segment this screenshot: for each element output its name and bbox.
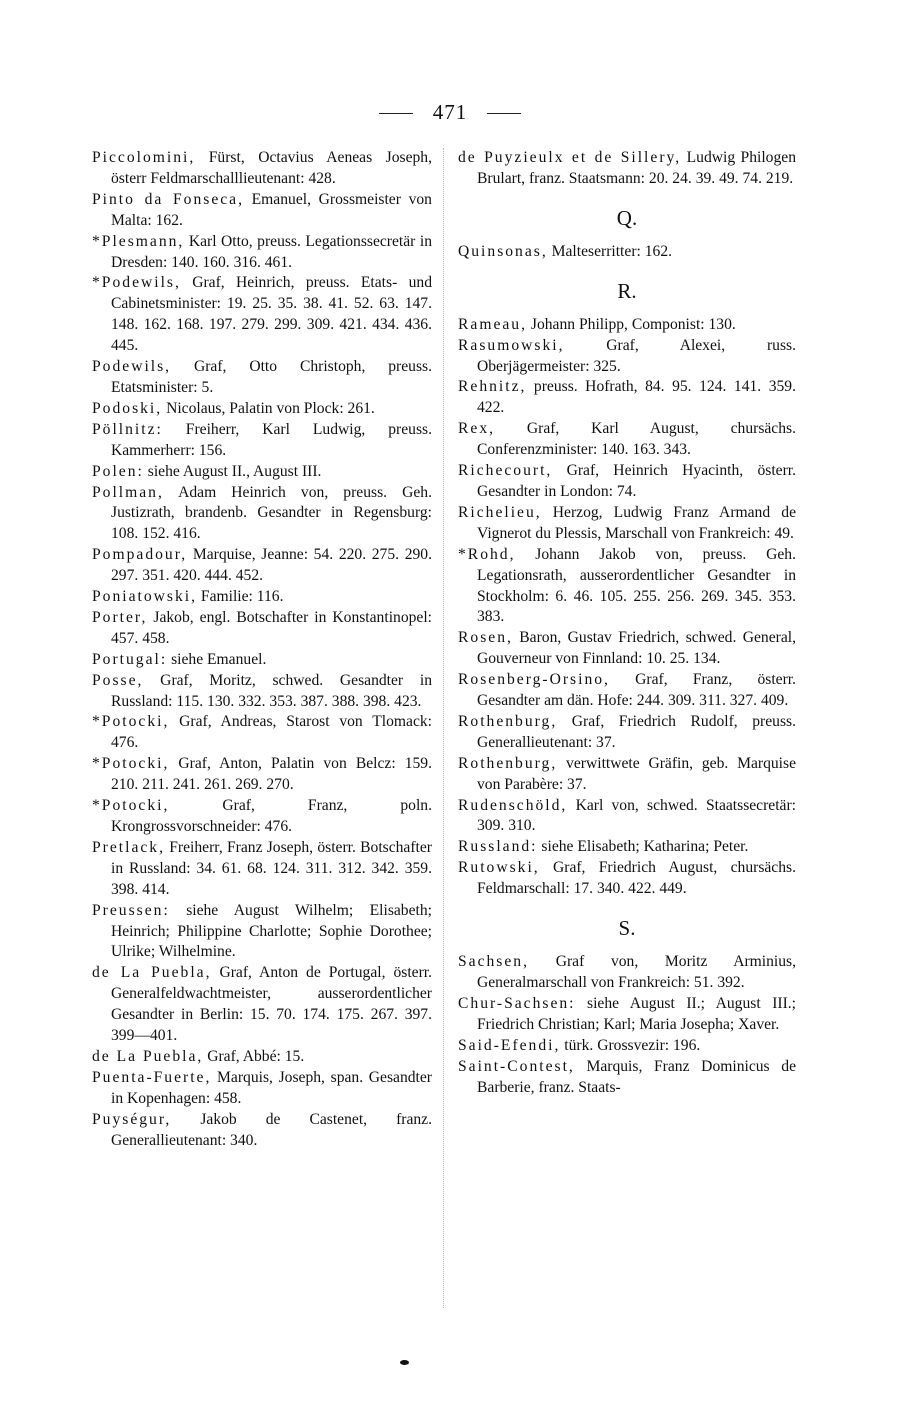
- entry-name: Puenta-Fuerte,: [92, 1068, 212, 1086]
- entry-details: Graf, Abbé: 15.: [203, 1047, 305, 1065]
- index-entry: [458, 1057, 796, 1099]
- entry-name: Rutowski,: [458, 859, 540, 877]
- entry-name: *Rohd,: [458, 545, 516, 563]
- index-entry: [92, 1047, 432, 1068]
- entry-name: de La Puebla,: [92, 1047, 204, 1065]
- entry-name: Pinto da Fonseca,: [92, 190, 244, 208]
- index-entry: [458, 858, 796, 900]
- entry-details: Adam Heinrich von, preuss. Geh. Justizrath, brandenb. Gesandter in Regensburg: 108. 152. 416.: [111, 483, 432, 543]
- index-entry: [458, 503, 796, 545]
- index-entry: [92, 357, 432, 399]
- entry-details: Graf, Franz, österr. Gesandter am dän. Hofe: 244. 309. 311. 327. 409.: [477, 671, 796, 710]
- entry-name: Podewils,: [92, 358, 172, 376]
- entry-details: Karl Otto, preuss. Legationssecretär in Dresden: 140. 160. 316. 461.: [111, 232, 432, 271]
- entry-details: Marquis, Franz Dominicus de Barberie, franz. Staats-: [477, 1057, 796, 1096]
- entry-details: siehe Elisabeth; Katharina; Peter.: [537, 838, 749, 856]
- index-entry: [458, 628, 796, 670]
- entry-details: Graf, Karl August, chursächs. Conferenzminister: 140. 163. 343.: [477, 420, 796, 459]
- entry-details: siehe August II., August III.: [143, 462, 322, 480]
- index-entry: [92, 420, 432, 462]
- entry-name: de Puyzieulx et de Sillery,: [458, 149, 682, 166]
- column-divider: [443, 148, 444, 1308]
- entry-details: Freiherr, Franz Joseph, österr. Botschafter in Russland: 34. 61. 68. 124. 311. 312. 342. 359. 398. 414.: [111, 838, 432, 898]
- entry-name: Podoski,: [92, 399, 163, 417]
- index-entry: [458, 377, 796, 419]
- index-column-right: [458, 148, 796, 1098]
- index-entry: [458, 1036, 796, 1057]
- entry-name: Russland:: [458, 838, 538, 856]
- index-entry: [92, 838, 432, 901]
- entry-details: Familie: 116.: [197, 588, 284, 606]
- entry-name: Rothenburg,: [458, 712, 558, 730]
- entry-details: preuss. Hofrath, 84. 95. 124. 141. 359. 422.: [477, 378, 796, 417]
- entry-details: Jakob, engl. Botschafter in Konstantinopel: 457. 458.: [111, 608, 432, 647]
- entry-name: Quinsonas,: [458, 242, 548, 260]
- entry-details: siehe August II.; August III.; Friedrich Christian; Karl; Maria Josepha; Xaver.: [477, 994, 796, 1033]
- entry-details: türk. Grossvezir: 196.: [560, 1036, 701, 1054]
- entry-name: Piccolomini,: [92, 149, 196, 166]
- page-number: 471: [432, 100, 468, 124]
- index-entry: [458, 952, 796, 994]
- entry-name: Rehnitz,: [458, 378, 527, 396]
- entry-details: Graf, Friedrich August, chursächs. Feldmarschall: 17. 340. 422. 449.: [477, 859, 796, 898]
- index-entry: [92, 671, 432, 713]
- entry-name: Rameau,: [458, 315, 527, 333]
- entry-name: Preussen:: [92, 901, 170, 919]
- entry-details: Emanuel, Grossmeister von Malta: 162.: [111, 190, 432, 229]
- entry-details: Fürst, Octavius Aeneas Joseph, österr Feldmarschalllieutenant: 428.: [111, 149, 432, 187]
- entry-name: Rasumowski,: [458, 336, 565, 354]
- entry-name: Puységur,: [92, 1110, 172, 1128]
- entry-details: Graf, Anton, Palatin von Belcz: 159. 210. 211. 241. 261. 269. 270.: [111, 755, 432, 794]
- index-entry: [92, 796, 432, 838]
- index-entry: [92, 232, 432, 274]
- index-entry: [92, 963, 432, 1047]
- entry-name: Polen:: [92, 462, 144, 480]
- entry-name: Richelieu,: [458, 503, 542, 521]
- index-entry: [458, 670, 796, 712]
- entry-name: *Potocki,: [92, 713, 170, 731]
- index-entry: [92, 483, 432, 546]
- index-entry: [92, 587, 432, 608]
- index-entry: [92, 650, 432, 671]
- index-entry: [92, 901, 432, 964]
- entry-name: Poniatowski,: [92, 588, 198, 606]
- entry-name: *Potocki,: [92, 797, 170, 815]
- entry-details: siehe Emanuel.: [167, 650, 267, 668]
- index-entry: [458, 461, 796, 503]
- entry-details: Baron, Gustav Friedrich, schwed. General, Gouverneur von Finnland: 10. 25. 134.: [477, 629, 796, 668]
- index-entry: [92, 754, 432, 796]
- index-entry: [458, 336, 796, 378]
- index-entry: [458, 796, 796, 838]
- entry-details: Johann Jakob von, preuss. Geh. Legationsrath, ausserordentlicher Gesandter in Stockholm: 6. 46. 105. 255. 256. 269. 345. 353. 383.: [477, 545, 796, 626]
- ink-mark: [400, 1360, 409, 1365]
- entry-name: Said-Efendi,: [458, 1036, 561, 1054]
- index-entry: [92, 545, 432, 587]
- entry-name: Rosen,: [458, 629, 513, 647]
- page-header: [0, 100, 900, 130]
- entry-details: Karl von, schwed. Staatssecretär: 309. 310.: [477, 796, 796, 835]
- index-entry: [458, 754, 796, 796]
- index-entry: [458, 148, 796, 190]
- index-entry: [458, 994, 796, 1036]
- entry-name: Rudenschöld,: [458, 796, 568, 814]
- index-entry: [92, 148, 432, 190]
- header-dash-right: [487, 113, 521, 114]
- entry-details: Graf, Heinrich Hyacinth, österr. Gesandter in London: 74.: [477, 462, 796, 500]
- index-entry: [92, 273, 432, 357]
- index-entry: [92, 190, 432, 232]
- index-entry: [458, 419, 796, 461]
- index-entry: [92, 462, 432, 483]
- entry-details: Marquis, Joseph, span. Gesandter in Kopenhagen: 458.: [111, 1068, 432, 1107]
- index-entry: [458, 315, 796, 336]
- entry-details: Jakob de Castenet, franz. Generallieutenant: 340.: [111, 1110, 432, 1149]
- entry-name: Rothenburg,: [458, 754, 558, 772]
- entry-details: Marquise, Jeanne: 54. 220. 275. 290. 297. 351. 420. 444. 452.: [111, 546, 432, 585]
- index-entry: [458, 712, 796, 754]
- header-dash-left: [379, 113, 413, 114]
- entry-details: verwittwete Gräfin, geb. Marquise von Parabère: 37.: [477, 754, 796, 793]
- entry-details: Graf, Heinrich, preuss. Etats- und Cabinetsminister: 19. 25. 35. 38. 41. 52. 63. 147. 148. 162. 168. 197. 279. 299. 309. 421. 434. 436. 445.: [111, 274, 432, 355]
- index-entry: [458, 545, 796, 629]
- entry-name: Richecourt,: [458, 462, 553, 480]
- entry-details: Herzog, Ludwig Franz Armand de Vignerot du Plessis, Marschall von Frankreich: 49.: [477, 503, 796, 542]
- entry-name: *Potocki,: [92, 755, 170, 773]
- index-column-left: [92, 148, 432, 1152]
- index-entry: [458, 242, 796, 263]
- entry-details: Graf, Alexei, russ. Oberjägermeister: 325.: [477, 336, 796, 375]
- entry-name: Pollman,: [92, 483, 164, 501]
- entry-name: Pompadour,: [92, 546, 188, 564]
- entry-details: Graf, Otto Christoph, preuss. Etatsminister: 5.: [111, 358, 432, 396]
- entry-details: Graf von, Moritz Arminius, Generalmarschall von Frankreich: 51. 392.: [477, 953, 796, 991]
- index-entry: [458, 837, 796, 858]
- section-letter: Q.: [616, 205, 638, 230]
- entry-name: Rosenberg-Orsino,: [458, 671, 610, 689]
- index-entry: [92, 608, 432, 650]
- entry-name: Pöllnitz:: [92, 420, 163, 438]
- entry-name: Rex,: [458, 420, 496, 438]
- section-letter: R.: [617, 278, 637, 303]
- index-entry: [92, 712, 432, 754]
- entry-details: Johann Philipp, Componist: 130.: [527, 315, 736, 333]
- entry-details: Graf, Andreas, Starost von Tlomack: 476.: [111, 713, 432, 752]
- entry-name: Chur-Sachsen:: [458, 994, 576, 1012]
- section-letter: S.: [618, 916, 636, 941]
- entry-name: Sachsen,: [458, 953, 529, 971]
- entry-details: Graf, Friedrich Rudolf, preuss. Generallieutenant: 37.: [477, 712, 796, 751]
- index-entry: [92, 1068, 432, 1110]
- entry-details: siehe August Wilhelm; Elisabeth; Heinrich; Philippine Charlotte; Sophie Dorothee; Ulrike; Wilhelmine.: [111, 901, 432, 961]
- entry-details: Malteserritter: 162.: [547, 242, 673, 260]
- entry-name: Pretlack,: [92, 838, 165, 856]
- entry-name: Saint-Contest,: [458, 1057, 575, 1075]
- index-entry: [92, 1110, 432, 1152]
- entry-name: Porter,: [92, 608, 148, 626]
- entry-details: Graf, Franz, poln. Krongrossvorschneider: 476.: [111, 797, 432, 835]
- entry-details: Freiherr, Karl Ludwig, preuss. Kammerherr: 156.: [111, 420, 432, 459]
- entry-name: Portugal:: [92, 650, 168, 668]
- entry-name: *Plesmann,: [92, 232, 185, 250]
- entry-name: Posse,: [92, 671, 144, 689]
- entry-details: Nicolaus, Palatin von Plock: 261.: [162, 399, 375, 417]
- entry-details: Graf, Moritz, schwed. Gesandter in Russland: 115. 130. 332. 353. 387. 388. 398. 423.: [111, 671, 432, 710]
- entry-name: de La Puebla,: [92, 964, 212, 982]
- entry-details: Graf, Anton de Portugal, österr. Generalfeldwachtmeister, ausserordentlicher Gesandter in Berlin: 15. 70. 174. 175. 267. 397. 399—401.: [111, 964, 432, 1045]
- entry-name: *Podewils,: [92, 274, 181, 292]
- entry-details: Ludwig Philogen Brulart, franz. Staatsmann: 20. 24. 39. 49. 74. 219.: [477, 149, 796, 187]
- index-entry: [92, 399, 432, 420]
